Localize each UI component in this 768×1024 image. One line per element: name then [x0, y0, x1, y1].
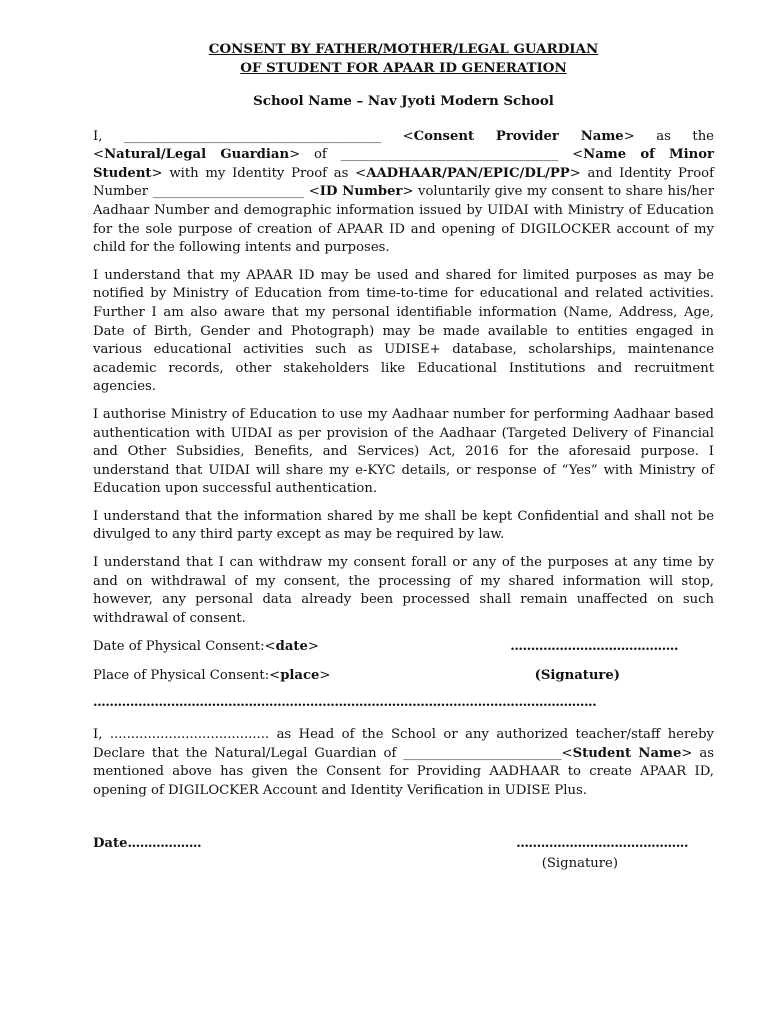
- apaar-usage-paragraph: I understand that my APAAR ID may be used and shared for limited purposes as may be notified by Ministry of Education from time-to-time for educational and related activities. Further I am also aware that my personal identifiable information (Name, Address, Age, Date of Birth, Gender and Photograph) may be made available to entities engaged in various educational activities such as UDISE+ database, scholarships, maintenance academic records, other stakeholders like Educational Institutions and recruitment agencies.: [93, 267, 714, 395]
- p1-gt3: >: [151, 165, 163, 181]
- id-number-label: ID Number: [319, 184, 403, 200]
- place-of-consent-row: [93, 667, 714, 686]
- title-line-2: OF STUDENT FOR APAAR ID GENERATION: [240, 60, 567, 76]
- p1-of: of: [300, 147, 341, 163]
- head-signature-line: ..........................................: [516, 835, 688, 851]
- date-label: Date of Physical Consent:<: [93, 639, 276, 655]
- p1-lt1: <: [402, 128, 414, 144]
- place-close: >: [319, 668, 331, 684]
- natural-legal-guardian: Natural/Legal Guardian: [104, 147, 290, 163]
- minor-blank: _________________________________: [340, 147, 559, 163]
- id-proof-types: AADHAAR/PAN/EPIC/DL/PP: [366, 165, 570, 181]
- place-label: Place of Physical Consent:<: [93, 668, 281, 684]
- footer-date-label: Date: [93, 835, 128, 851]
- separator-dots: ...........................................................................................................................: [93, 694, 597, 710]
- footer-date: [93, 835, 201, 854]
- place-placeholder: place: [280, 668, 320, 684]
- head-declaration-paragraph: [93, 726, 714, 800]
- student-name-label: Student Name: [572, 745, 682, 761]
- head-signature-label: (Signature): [541, 856, 618, 872]
- p1-rest: > voluntarily give my consent to share his/her Aadhaar Number and demographic information issued by UIDAI with Ministry of Education for the sole purpose of creation of APAAR ID and opening of DIGILOCKER account of my child for the following intents and purposes.: [93, 184, 714, 256]
- date-placeholder: date: [275, 639, 308, 655]
- title-line-1: CONSENT BY FATHER/MOTHER/LEGAL GUARDIAN: [208, 41, 599, 57]
- p1-lt3: <: [558, 147, 584, 163]
- decl-start: I, ...................................... as Head of the School or any authorized teacher/staff hereby Declare that the Natural/Legal Guardian of ________________________<: [93, 727, 714, 761]
- date-of-consent-row: [93, 638, 714, 657]
- consent-document: [93, 40, 714, 874]
- authorisation-paragraph: I authorise Ministry of Education to use my Aadhaar number for performing Aadhaar based authentication with UIDAI as per provision of the Aadhaar (Targeted Delivery of Financial and Other Subsidies, Benefits, and Services) Act, 2016 for the aforesaid purpose. I understand that UIDAI will share my e-KYC details, or response of “Yes” with Ministry of Education upon successful authentication.: [93, 406, 714, 497]
- p1-and-id: and Identity Proof Number _______________________ <: [93, 165, 714, 200]
- p1-gt2: >: [289, 147, 301, 163]
- footer-date-dots: ..................: [127, 835, 202, 851]
- p1-i: I,: [93, 128, 103, 144]
- document-title: [93, 40, 714, 78]
- p1-gt1: >: [623, 128, 635, 144]
- p1-with-id: with my Identity Proof as <: [162, 165, 367, 181]
- confidentiality-paragraph: I understand that the information shared by me shall be kept Confidential and shall not be divulged to any third party except as may be required by law.: [93, 508, 714, 543]
- footer-row: [93, 835, 714, 854]
- p1-lt2: <: [93, 147, 105, 163]
- p1-gt4: >: [569, 165, 581, 181]
- date-of-consent: [93, 638, 319, 657]
- consent-paragraph: [93, 128, 714, 258]
- withdrawal-paragraph: I understand that I can withdraw my consent forall or any of the purposes at any time by and on withdrawal of my consent, the processing of my shared information will stop, however, any personal data already been processed shall remain unaffected on such withdrawal of consent.: [93, 555, 714, 626]
- place-of-consent: [93, 667, 330, 686]
- signature-line: .........................................: [510, 639, 678, 655]
- p1-as-the: as the: [634, 128, 714, 144]
- date-close: >: [307, 639, 319, 655]
- decl-rest: > as mentioned above has given the Consent for Providing AADHAAR to create APAAR ID, opening of DIGILOCKER Account and Identity Verification in UDISE Plus.: [93, 745, 714, 798]
- guardian-signature-label: (Signature): [534, 668, 620, 684]
- school-name: School Name – Nav Jyoti Modern School: [253, 93, 554, 109]
- name-of-minor-student: Name of Minor Student: [93, 147, 714, 181]
- provider-blank: _______________________________________: [123, 128, 382, 144]
- consent-provider-name: Consent Provider Name: [413, 128, 624, 144]
